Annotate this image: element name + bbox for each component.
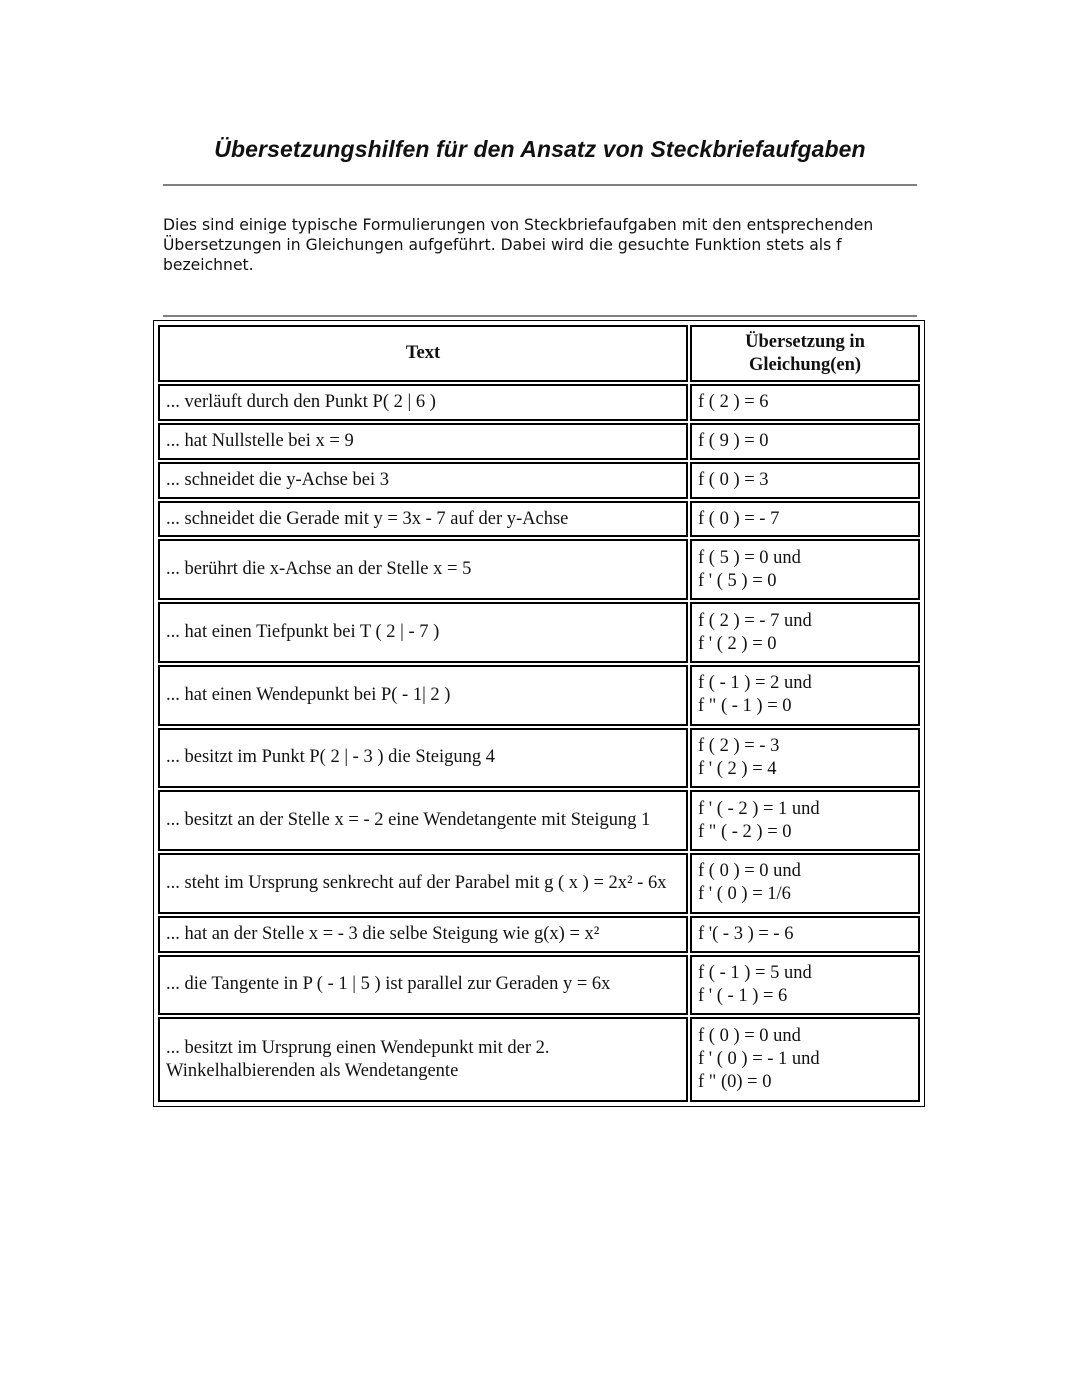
equation-line: f ( 0 ) = 3	[698, 469, 769, 490]
row-text: ... steht im Ursprung senkrecht auf der Parabel mit g ( x ) = 2x² - 6x	[158, 853, 688, 914]
row-equations	[690, 602, 920, 663]
equation-line: f " ( - 2 ) = 0	[698, 821, 792, 842]
row-text: ... besitzt an der Stelle x = - 2 eine Wendetangente mit Steigung 1	[158, 790, 688, 851]
row-equations	[690, 665, 920, 726]
header-text: Text	[158, 325, 688, 382]
equation-line: f ( 0 ) = 0 und	[698, 1026, 801, 1047]
table-row	[158, 501, 920, 538]
equation-line: f ( - 1 ) = 5 und	[698, 962, 812, 983]
row-text: ... schneidet die y-Achse bei 3	[158, 462, 688, 499]
table-header-row	[158, 325, 920, 382]
translation-table	[153, 320, 925, 1107]
equation-line: f ' ( 0 ) = - 1 und	[698, 1049, 820, 1070]
table-row	[158, 1017, 920, 1102]
table-row	[158, 916, 920, 953]
table-row	[158, 423, 920, 460]
table-row	[158, 665, 920, 726]
equation-line: f ( 0 ) = 0 und	[698, 861, 801, 882]
equation-line: f ' ( 2 ) = 4	[698, 758, 777, 779]
equation-line: f ' ( 5 ) = 0	[698, 570, 777, 591]
row-equations	[690, 728, 920, 789]
row-equations	[690, 539, 920, 600]
row-text: ... hat einen Wendepunkt bei P( - 1| 2 )	[158, 665, 688, 726]
row-equations	[690, 423, 920, 460]
table-row	[158, 602, 920, 663]
row-equations	[690, 853, 920, 914]
page-title: Übersetzungshilfen für den Ansatz von Steckbriefaufgaben	[214, 136, 866, 162]
equation-line: f ( 9 ) = 0	[698, 430, 769, 451]
row-equations	[690, 1017, 920, 1102]
table-row	[158, 728, 920, 789]
table-row	[158, 384, 920, 421]
table-row	[158, 462, 920, 499]
row-text: ... besitzt im Punkt P( 2 | - 3 ) die Steigung 4	[158, 728, 688, 789]
row-text: ... hat an der Stelle x = - 3 die selbe Steigung wie g(x) = x²	[158, 916, 688, 953]
row-text: ... besitzt im Ursprung einen Wendepunkt mit der 2. Winkelhalbierenden als Wendetangente	[158, 1017, 688, 1102]
row-equations	[690, 955, 920, 1016]
equation-line: f " (0) = 0	[698, 1072, 772, 1093]
table-row	[158, 853, 920, 914]
equation-line: f ' ( - 2 ) = 1 und	[698, 798, 820, 819]
equation-line: f ( 5 ) = 0 und	[698, 547, 801, 568]
row-equations	[690, 462, 920, 499]
equation-line: f ' ( 2 ) = 0	[698, 633, 777, 654]
row-text: ... hat einen Tiefpunkt bei T ( 2 | - 7 )	[158, 602, 688, 663]
row-equations	[690, 790, 920, 851]
equation-line: f ( 2 ) = - 7 und	[698, 610, 812, 631]
equation-line: f ' ( - 1 ) = 6	[698, 985, 788, 1006]
divider	[163, 184, 917, 186]
equation-line: f '( - 3 ) = - 6	[698, 923, 794, 944]
row-text: ... hat Nullstelle bei x = 9	[158, 423, 688, 460]
equation-line: f ( 2 ) = - 3	[698, 735, 780, 756]
equation-line: f ( 0 ) = - 7	[698, 508, 780, 529]
row-text: ... berührt die x-Achse an der Stelle x = 5	[158, 539, 688, 600]
intro-text: Dies sind einige typische Formulierungen von Steckbriefaufgaben mit den entsprechenden Übersetzungen in Gleichungen aufgeführt. Dabei wird die gesuchte Funktion stets als f bezeichnet.	[163, 216, 874, 274]
table-row	[158, 955, 920, 1016]
header-equation: Übersetzung in Gleichung(en)	[690, 325, 920, 382]
row-equations	[690, 501, 920, 538]
table-row	[158, 790, 920, 851]
equation-line: f " ( - 1 ) = 0	[698, 696, 792, 717]
row-text: ... schneidet die Gerade mit y = 3x - 7 auf der y-Achse	[158, 501, 688, 538]
equation-line: f ' ( 0 ) = 1/6	[698, 884, 791, 905]
equation-line: f ( 2 ) = 6	[698, 391, 769, 412]
row-equations	[690, 384, 920, 421]
equation-line: f ( - 1 ) = 2 und	[698, 673, 812, 694]
divider	[163, 315, 917, 317]
table-row	[158, 539, 920, 600]
row-text: ... verläuft durch den Punkt P( 2 | 6 )	[158, 384, 688, 421]
row-equations	[690, 916, 920, 953]
row-text: ... die Tangente in P ( - 1 | 5 ) ist parallel zur Geraden y = 6x	[158, 955, 688, 1016]
